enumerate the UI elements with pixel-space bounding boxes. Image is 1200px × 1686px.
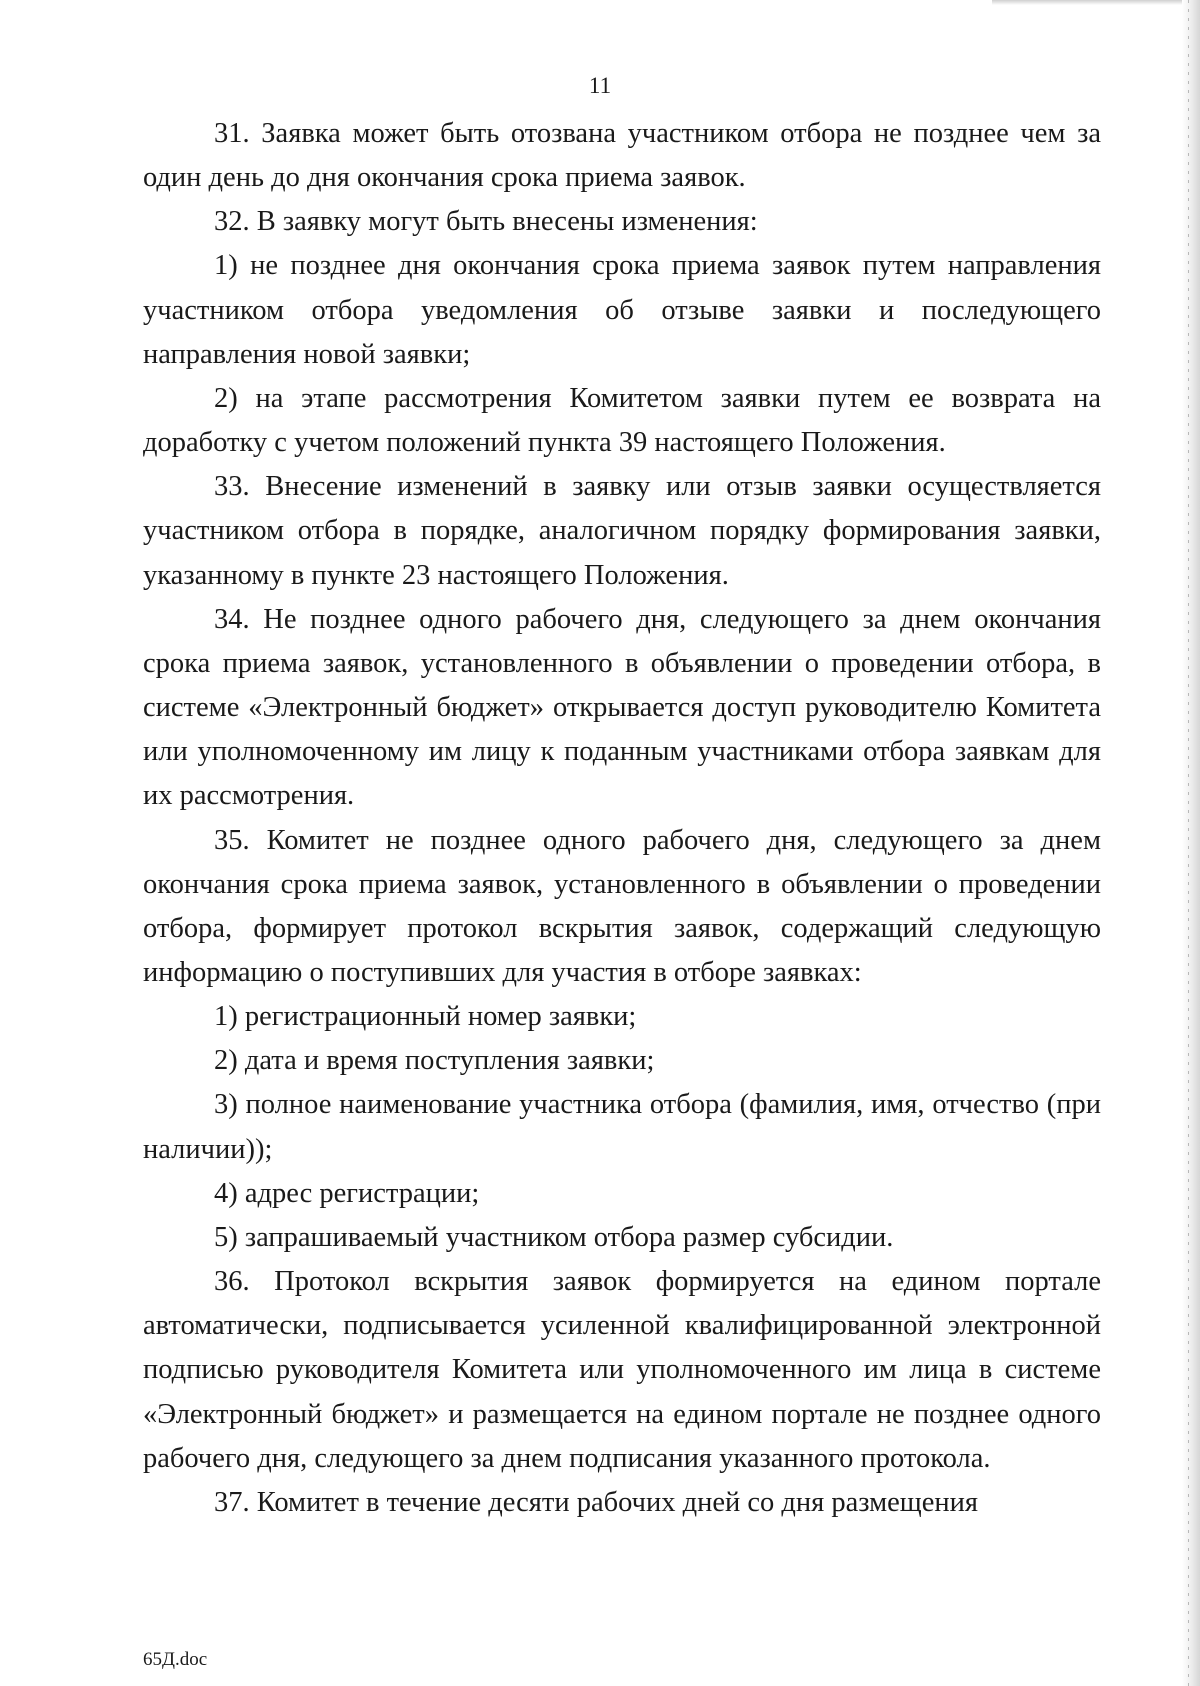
paragraph-35: 35. Комитет не позднее одного рабочего дня, следующего за днем окончания срока приема заявок, установленного в объявлении о проведении отбора, формирует протокол вскрытия заявок, содержащий следующую информацию о поступивших для участия в отборе заявках: <box>143 824 1101 988</box>
paragraph-35-item-1: 1) регистрационный номер заявки; <box>214 1001 637 1033</box>
paragraph-36: 36. Протокол вскрытия заявок формируется на едином портале автоматически, подписывается усиленной квалифицированной электронной подписью руководителя Комитета или уполномоченного им лица в системе «Электронный бюджет» и размещается на едином портале не позднее одного рабочего дня, следующего за днем подписания указанного протокола. <box>143 1266 1101 1474</box>
paragraph-34: 34. Не позднее одного рабочего дня, следующего за днем окончания срока приема заявок, установленного в объявлении о проведении отбора, в системе «Электронный бюджет» открывается доступ руководителю Комитета или уполномоченному им лицу к поданным участниками отбора заявкам для их рассмотрения. <box>143 603 1101 812</box>
paragraph-33: 33. Внесение изменений в заявку или отзыв заявки осуществляется участником отбора в порядке, аналогичном порядку формирования заявки, указанному в пункте 23 настоящего Положения. <box>143 471 1101 591</box>
paragraph-32-item-2: 2) на этапе рассмотрения Комитетом заявки путем ее возврата на доработку с учетом положений пункта 39 настоящего Положения. <box>143 382 1101 459</box>
paragraph-32: 32. В заявку могут быть внесены изменения: <box>214 206 758 238</box>
paragraph-32-item-1: 1) не позднее дня окончания срока приема заявок путем направления участником отбора уведомления об отзыве заявки и последующего направления новой заявки; <box>143 250 1101 370</box>
scan-right-edge <box>1182 0 1200 1686</box>
scan-top-edge <box>992 0 1182 5</box>
page-number: 11 <box>588 73 612 98</box>
paragraph-35-item-4: 4) адрес регистрации; <box>214 1177 480 1209</box>
paragraph-31: 31. Заявка может быть отозвана участником отбора не позднее чем за один день до дня окончания срока приема заявок. <box>143 118 1101 194</box>
paragraph-37: 37. Комитет в течение десяти рабочих дней со дня размещения <box>214 1486 979 1518</box>
document-body <box>143 112 1101 1525</box>
paragraph-35-item-5: 5) запрашиваемый участником отбора размер субсидии. <box>214 1221 894 1253</box>
paragraph-35-item-3: 3) полное наименование участника отбора (фамилия, имя, отчество (при наличии)); <box>143 1089 1101 1165</box>
paragraph-35-item-2: 2) дата и время поступления заявки; <box>214 1045 655 1077</box>
file-name-footer: 65Д.doc <box>143 1649 208 1670</box>
